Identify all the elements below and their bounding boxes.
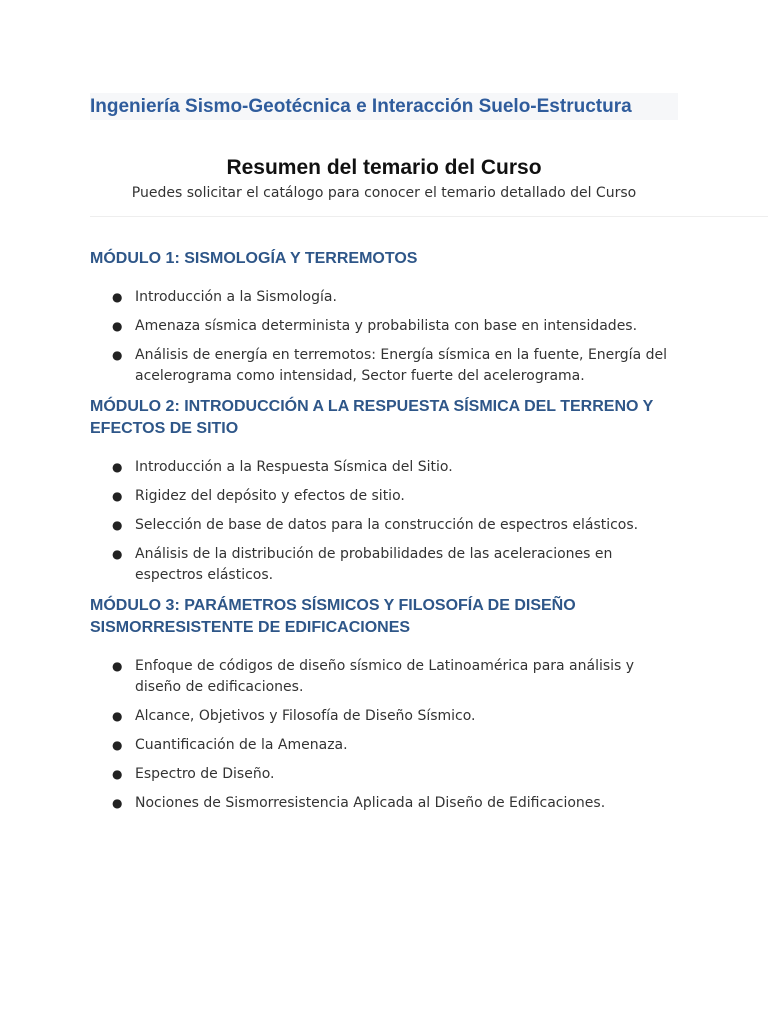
module-topic	[90, 457, 680, 478]
module-heading: MÓDULO 1: SISMOLOGÍA Y TERREMOTOS	[90, 250, 418, 267]
module-topic-text: Análisis de energía en terremotos: Energía sísmica en la fuente, Energía del acelerograma como intensidad, Sector fuerte del acelerograma.	[135, 347, 667, 384]
document-title: Ingeniería Sismo-Geotécnica e Interacción Suelo-Estructura	[90, 96, 632, 117]
section-divider	[90, 216, 768, 217]
module-topic-text: Amenaza sísmica determinista y probabilista con base en intensidades.	[135, 318, 638, 334]
module-topic-text: Introducción a la Sismología.	[135, 289, 337, 305]
course-modules	[90, 248, 680, 822]
bullet-icon: ●	[112, 547, 123, 561]
module-topic	[90, 735, 680, 756]
module-topic	[90, 544, 680, 586]
bullet-icon: ●	[112, 290, 123, 304]
module-topic-list	[90, 287, 680, 387]
bullet-icon: ●	[112, 489, 123, 503]
module-topic	[90, 287, 680, 308]
module-topic-text: Nociones de Sismorresistencia Aplicada al Diseño de Edificaciones.	[135, 795, 606, 811]
module-heading: MÓDULO 3: PARÁMETROS SÍSMICOS Y FILOSOFÍA DE DISEÑO SISMORRESISTENTE DE EDIFICACIONES	[90, 597, 576, 636]
module-topic-text: Enfoque de códigos de diseño sísmico de Latinoamérica para análisis y diseño de edificaciones.	[135, 658, 635, 695]
module-topic	[90, 656, 680, 698]
bullet-icon: ●	[112, 319, 123, 333]
module-2	[90, 396, 680, 586]
module-topic-text: Alcance, Objetivos y Filosofía de Diseño Sísmico.	[135, 708, 476, 724]
module-topic-text: Cuantificación de la Amenaza.	[135, 737, 348, 753]
module-topic-text: Espectro de Diseño.	[135, 766, 275, 782]
summary-subtitle: Puedes solicitar el catálogo para conocer el temario detallado del Curso	[131, 185, 637, 201]
module-topic-list	[90, 656, 680, 814]
module-topic	[90, 345, 680, 387]
module-topic	[90, 793, 680, 814]
module-heading: MÓDULO 2: INTRODUCCIÓN A LA RESPUESTA SÍSMICA DEL TERRENO Y EFECTOS DE SITIO	[90, 398, 653, 437]
module-3	[90, 595, 680, 814]
bullet-icon: ●	[112, 738, 123, 752]
module-topic-text: Selección de base de datos para la construcción de espectros elásticos.	[135, 517, 639, 533]
module-1	[90, 248, 680, 387]
module-topic-text: Análisis de la distribución de probabilidades de las aceleraciones en espectros elásticos.	[135, 546, 613, 583]
module-topic-list	[90, 457, 680, 586]
summary-heading: Resumen del temario del Curso	[226, 156, 542, 179]
module-topic	[90, 515, 680, 536]
module-topic-text: Rigidez del depósito y efectos de sitio.	[135, 488, 405, 504]
bullet-icon: ●	[112, 659, 123, 673]
bullet-icon: ●	[112, 518, 123, 532]
bullet-icon: ●	[112, 796, 123, 810]
module-topic	[90, 706, 680, 727]
module-topic-text: Introducción a la Respuesta Sísmica del Sitio.	[135, 459, 453, 475]
bullet-icon: ●	[112, 460, 123, 474]
bullet-icon: ●	[112, 709, 123, 723]
module-topic	[90, 486, 680, 507]
module-topic	[90, 316, 680, 337]
bullet-icon: ●	[112, 767, 123, 781]
module-topic	[90, 764, 680, 785]
bullet-icon: ●	[112, 348, 123, 362]
